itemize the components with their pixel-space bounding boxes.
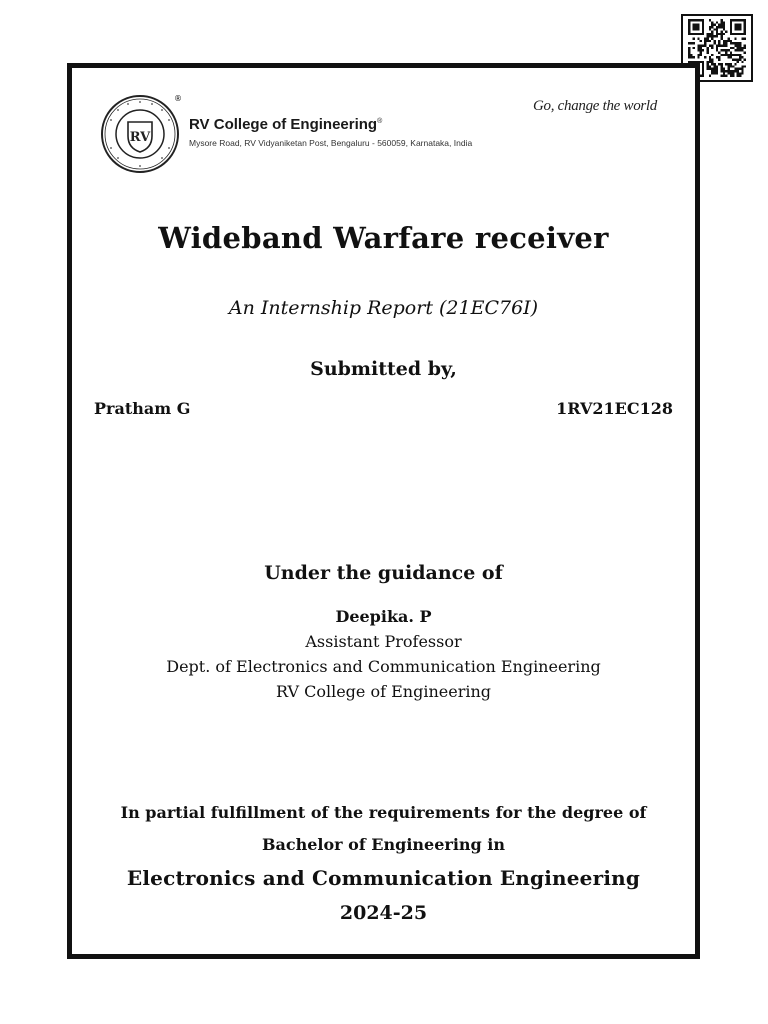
qr-module — [723, 54, 725, 56]
qr-module — [739, 47, 741, 49]
qr-module — [725, 63, 727, 65]
qr-module — [741, 61, 743, 63]
qr-module — [688, 54, 690, 56]
qr-module — [739, 54, 741, 56]
qr-module — [732, 75, 734, 77]
qr-module — [732, 54, 734, 56]
qr-module — [734, 70, 736, 72]
qr-module — [707, 33, 709, 35]
qr-module — [709, 35, 711, 37]
qr-module — [739, 75, 741, 77]
submitted-by-label: Submitted by, — [310, 358, 457, 380]
qr-module — [737, 72, 739, 74]
qr-module — [714, 40, 716, 42]
qr-module — [711, 68, 713, 70]
qr-module — [709, 40, 711, 42]
qr-module — [697, 54, 699, 56]
qr-module — [697, 45, 699, 47]
qr-module — [720, 70, 722, 72]
qr-module — [723, 28, 725, 30]
qr-module — [707, 65, 709, 67]
qr-module — [690, 56, 692, 58]
guide-department: Dept. of Electronics and Communication Engineering — [166, 657, 601, 676]
qr-module — [716, 56, 718, 58]
qr-module — [720, 75, 722, 77]
qr-module — [723, 26, 725, 28]
qr-module — [700, 49, 702, 51]
qr-module — [711, 72, 713, 74]
qr-module — [704, 40, 706, 42]
qr-module — [725, 45, 727, 47]
qr-module — [739, 56, 741, 58]
college-name: RV College of Engineering® — [189, 116, 383, 133]
qr-module — [730, 75, 732, 77]
qr-module — [707, 49, 709, 51]
qr-module — [718, 33, 720, 35]
qr-module — [727, 72, 729, 74]
qr-module — [707, 47, 709, 49]
qr-module — [730, 47, 732, 49]
qr-module — [730, 65, 732, 67]
seal-registered-mark: ® — [174, 94, 182, 103]
qr-module — [709, 56, 711, 58]
qr-module — [725, 54, 727, 56]
qr-module — [727, 38, 729, 40]
qr-module — [716, 70, 718, 72]
page-border-frame — [67, 63, 700, 959]
qr-module — [711, 21, 713, 23]
qr-module — [711, 58, 713, 60]
qr-module — [744, 47, 746, 49]
qr-module — [711, 31, 713, 33]
qr-module — [711, 47, 713, 49]
qr-module — [711, 54, 713, 56]
qr-module — [716, 21, 718, 23]
qr-module — [693, 56, 695, 58]
qr-module — [716, 47, 718, 49]
qr-module — [727, 49, 729, 51]
qr-module — [711, 33, 713, 35]
college-seal-logo — [100, 94, 180, 174]
qr-module — [709, 58, 711, 60]
qr-module — [732, 47, 734, 49]
qr-module — [704, 38, 706, 40]
qr-module — [727, 56, 729, 58]
qr-module — [714, 72, 716, 74]
qr-module — [732, 65, 734, 67]
qr-module — [725, 40, 727, 42]
qr-module — [723, 68, 725, 70]
qr-module — [744, 65, 746, 67]
qr-module — [741, 49, 743, 51]
qr-module — [720, 63, 722, 65]
qr-module — [720, 45, 722, 47]
qr-module — [711, 38, 713, 40]
qr-module — [723, 70, 725, 72]
qr-module — [741, 56, 743, 58]
qr-module — [688, 42, 690, 44]
college-registered-mark: ® — [377, 118, 383, 125]
qr-module — [704, 45, 706, 47]
qr-module — [707, 38, 709, 40]
qr-module — [744, 51, 746, 53]
qr-module — [714, 70, 716, 72]
qr-module — [723, 21, 725, 23]
qr-module — [716, 49, 718, 51]
qr-module — [744, 38, 746, 40]
qr-module — [718, 63, 720, 65]
qr-module — [720, 19, 722, 21]
qr-module — [737, 45, 739, 47]
qr-module — [734, 58, 736, 60]
academic-year: 2024-25 — [339, 902, 428, 924]
qr-module — [709, 26, 711, 28]
qr-module — [688, 49, 690, 51]
qr-module — [723, 42, 725, 44]
guide-name: Deepika. P — [335, 607, 432, 626]
qr-module — [730, 56, 732, 58]
qr-module — [697, 49, 699, 51]
qr-module — [688, 47, 690, 49]
qr-module — [723, 33, 725, 35]
guidance-label: Under the guidance of — [264, 562, 503, 584]
qr-module — [720, 65, 722, 67]
qr-module — [734, 45, 736, 47]
qr-module — [741, 47, 743, 49]
qr-module — [718, 58, 720, 60]
qr-module — [700, 45, 702, 47]
qr-module — [718, 40, 720, 42]
qr-module — [741, 68, 743, 70]
qr-module — [737, 75, 739, 77]
qr-module — [720, 54, 722, 56]
qr-module — [727, 54, 729, 56]
qr-module — [739, 42, 741, 44]
student-name: Pratham G — [94, 399, 191, 418]
qr-module — [697, 47, 699, 49]
qr-module — [744, 58, 746, 60]
qr-module — [723, 24, 725, 26]
qr-module — [718, 56, 720, 58]
qr-module — [704, 56, 706, 58]
qr-module — [707, 68, 709, 70]
qr-module — [690, 54, 692, 56]
college-address: Mysore Road, RV Vidyaniketan Post, Bengaluru - 560059, Karnataka, India — [189, 138, 473, 148]
qr-module — [739, 49, 741, 51]
qr-module — [711, 26, 713, 28]
qr-module — [737, 54, 739, 56]
qr-module — [730, 72, 732, 74]
qr-module — [720, 38, 722, 40]
qr-module — [732, 72, 734, 74]
qr-module — [700, 40, 702, 42]
qr-module — [737, 42, 739, 44]
qr-module — [711, 63, 713, 65]
qr-module — [718, 42, 720, 44]
qr-module — [709, 33, 711, 35]
qr-module — [720, 31, 722, 33]
report-title: Wideband Warfare receiver — [158, 221, 609, 255]
qr-module — [700, 54, 702, 56]
qr-module — [737, 47, 739, 49]
qr-module — [711, 61, 713, 63]
qr-module — [714, 63, 716, 65]
qr-module — [720, 49, 722, 51]
qr-module — [720, 68, 722, 70]
qr-module — [714, 24, 716, 26]
qr-module — [716, 26, 718, 28]
qr-module — [716, 31, 718, 33]
qr-module — [741, 65, 743, 67]
qr-module — [700, 47, 702, 49]
qr-module — [720, 21, 722, 23]
qr-module — [716, 45, 718, 47]
qr-module — [714, 65, 716, 67]
qr-module — [725, 49, 727, 51]
qr-module — [702, 49, 704, 51]
qr-module — [730, 51, 732, 53]
qr-module — [714, 42, 716, 44]
qr-module — [723, 49, 725, 51]
guide-designation: Assistant Professor — [305, 632, 462, 651]
qr-module — [739, 72, 741, 74]
qr-module — [709, 61, 711, 63]
qr-module — [714, 35, 716, 37]
qr-module — [734, 49, 736, 51]
qr-module — [718, 45, 720, 47]
fulfillment-statement: In partial fulfillment of the requirements for the degree of — [120, 803, 647, 822]
qr-module — [723, 75, 725, 77]
qr-module — [720, 33, 722, 35]
qr-module — [709, 28, 711, 30]
qr-module — [716, 35, 718, 37]
qr-module — [727, 68, 729, 70]
qr-module — [709, 68, 711, 70]
qr-module — [730, 54, 732, 56]
qr-module — [737, 68, 739, 70]
qr-module — [737, 58, 739, 60]
qr-module — [718, 26, 720, 28]
qr-module — [723, 40, 725, 42]
qr-module — [711, 70, 713, 72]
qr-module — [739, 68, 741, 70]
qr-module — [727, 65, 729, 67]
qr-module — [690, 42, 692, 44]
qr-module — [723, 72, 725, 74]
qr-module — [737, 70, 739, 72]
qr-module — [716, 68, 718, 70]
qr-module — [707, 51, 709, 53]
qr-module — [732, 58, 734, 60]
qr-module — [688, 51, 690, 53]
qr-module — [718, 51, 720, 53]
qr-module — [720, 24, 722, 26]
qr-module — [734, 68, 736, 70]
qr-module — [697, 56, 699, 58]
qr-module — [727, 40, 729, 42]
qr-module — [707, 40, 709, 42]
qr-module — [709, 65, 711, 67]
qr-module — [716, 33, 718, 35]
report-subtitle: An Internship Report (21EC76I) — [228, 297, 539, 319]
branch-name: Electronics and Communication Engineering — [126, 866, 641, 890]
qr-module — [725, 51, 727, 53]
qr-module — [741, 72, 743, 74]
qr-module — [723, 45, 725, 47]
qr-module — [716, 65, 718, 67]
qr-module — [700, 51, 702, 53]
qr-module — [718, 24, 720, 26]
student-usn: 1RV21EC128 — [556, 399, 673, 418]
qr-module — [725, 42, 727, 44]
qr-module — [720, 26, 722, 28]
qr-module — [709, 75, 711, 77]
qr-module — [707, 61, 709, 63]
qr-module — [739, 45, 741, 47]
qr-module — [711, 45, 713, 47]
qr-module — [714, 28, 716, 30]
qr-module — [730, 42, 732, 44]
qr-module — [711, 24, 713, 26]
qr-module — [709, 19, 711, 21]
student-details — [94, 399, 673, 418]
qr-module — [734, 54, 736, 56]
qr-module — [737, 61, 739, 63]
qr-module — [727, 70, 729, 72]
qr-module — [720, 35, 722, 37]
qr-module — [725, 31, 727, 33]
guide-college: RV College of Engineering — [275, 682, 492, 701]
qr-module — [725, 75, 727, 77]
qr-module — [709, 45, 711, 47]
qr-module — [707, 35, 709, 37]
college-tagline: Go, change the world — [533, 98, 657, 114]
qr-module — [693, 47, 695, 49]
qr-module — [732, 42, 734, 44]
qr-module — [727, 63, 729, 65]
qr-module — [734, 63, 736, 65]
qr-module — [693, 42, 695, 44]
qr-module — [730, 70, 732, 72]
qr-module — [716, 72, 718, 74]
qr-module — [711, 35, 713, 37]
degree-name: Bachelor of Engineering in — [261, 835, 505, 854]
qr-module — [707, 63, 709, 65]
qr-module — [732, 70, 734, 72]
qr-module — [716, 28, 718, 30]
qr-module — [688, 56, 690, 58]
svg-text:RV: RV — [129, 130, 151, 145]
qr-module — [734, 38, 736, 40]
qr-module — [725, 70, 727, 72]
qr-module — [737, 49, 739, 51]
qr-module — [734, 42, 736, 44]
qr-module — [739, 58, 741, 60]
qr-module — [693, 38, 695, 40]
qr-module — [697, 38, 699, 40]
qr-module — [730, 63, 732, 65]
qr-module — [744, 45, 746, 47]
qr-module — [730, 40, 732, 42]
qr-module — [741, 38, 743, 40]
qr-module — [704, 42, 706, 44]
qr-module — [741, 70, 743, 72]
qr-module — [702, 45, 704, 47]
qr-module — [714, 68, 716, 70]
